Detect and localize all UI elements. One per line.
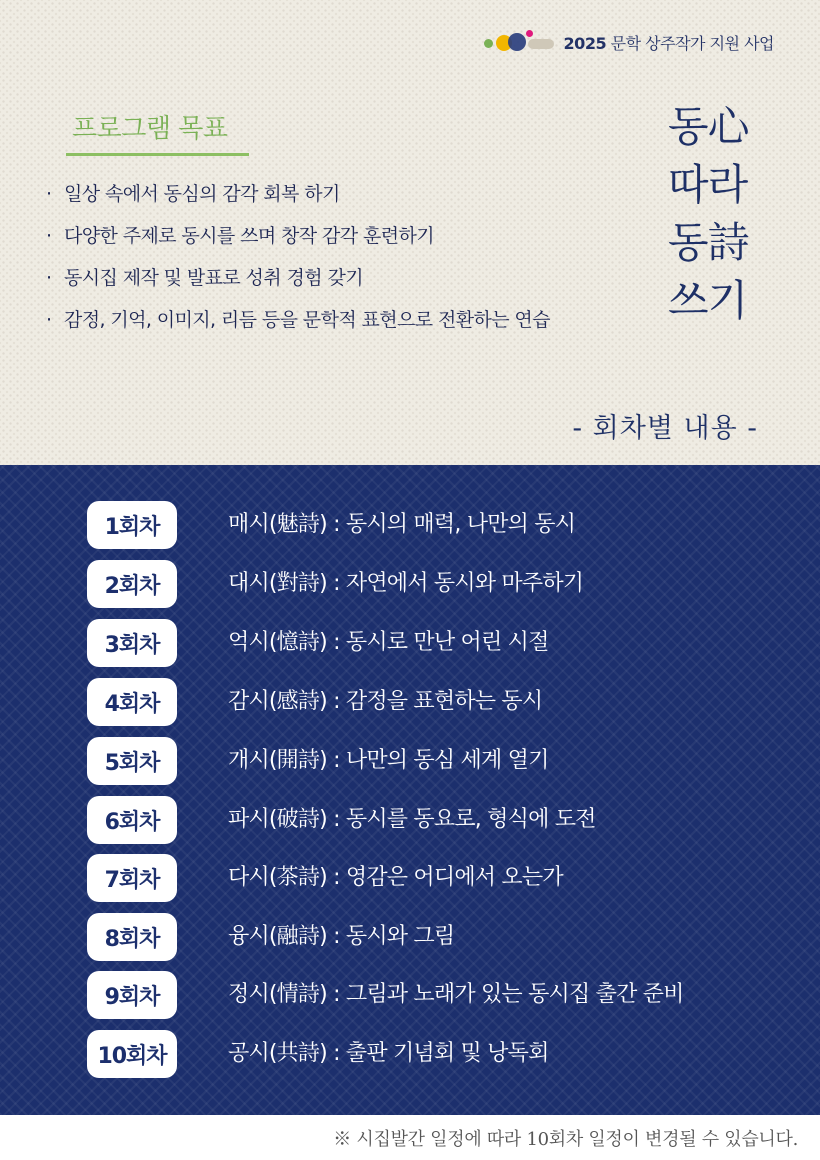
session-title: 융시(融詩) : 동시와 그림 bbox=[228, 924, 455, 949]
session-badge: 5회차 bbox=[87, 737, 177, 785]
footer-note: ※ 시집발간 일정에 따라 10회차 일정이 변경될 수 있습니다. bbox=[333, 1129, 798, 1150]
session-row bbox=[0, 737, 820, 785]
goal-item: · 일상 속에서 동심의 감각 회복 하기 bbox=[46, 183, 340, 205]
session-row bbox=[0, 796, 820, 844]
session-row bbox=[0, 854, 820, 902]
session-title: 감시(感詩) : 감정을 표현하는 동시 bbox=[228, 689, 543, 714]
header-section bbox=[0, 0, 820, 465]
brand-program: 문학 상주작가 지원 사업 bbox=[610, 33, 774, 53]
session-row bbox=[0, 619, 820, 667]
session-badge: 3회차 bbox=[87, 619, 177, 667]
sessions-heading: - 회차별 내용 - bbox=[572, 413, 758, 444]
session-title: 대시(對詩) : 자연에서 동시와 마주하기 bbox=[228, 571, 584, 596]
session-title: 정시(情詩) : 그림과 노래가 있는 동시집 출간 준비 bbox=[228, 982, 684, 1007]
goal-item: · 감정, 기억, 이미지, 리듬 등을 문학적 표현으로 전환하는 연습 bbox=[46, 309, 550, 331]
main-title-line: 쓰기 bbox=[668, 276, 748, 325]
goal-item: · 동시집 제작 및 발표로 성취 경험 갖기 bbox=[46, 267, 363, 289]
session-title: 공시(共詩) : 출판 기념회 및 낭독회 bbox=[228, 1041, 549, 1066]
sessions-section bbox=[0, 465, 820, 1115]
session-badge: 4회차 bbox=[87, 678, 177, 726]
session-row bbox=[0, 1030, 820, 1078]
session-badge: 6회차 bbox=[87, 796, 177, 844]
brand-header bbox=[484, 30, 774, 54]
session-row bbox=[0, 501, 820, 549]
session-badge: 2회차 bbox=[87, 560, 177, 608]
goals-title: 프로그램 목표 bbox=[66, 108, 249, 156]
session-title: 파시(破詩) : 동시를 동요로, 형식에 도전 bbox=[228, 807, 596, 832]
brand-text bbox=[564, 31, 774, 54]
session-badge: 7회차 bbox=[87, 854, 177, 902]
session-badge: 8회차 bbox=[87, 913, 177, 961]
session-row bbox=[0, 678, 820, 726]
main-title-line: 따라 bbox=[668, 160, 748, 209]
session-row bbox=[0, 560, 820, 608]
brand-year: 2025 bbox=[563, 33, 607, 53]
session-row bbox=[0, 971, 820, 1019]
session-title: 개시(開詩) : 나만의 동심 세계 열기 bbox=[228, 748, 549, 773]
goals-list bbox=[46, 180, 550, 348]
session-title: 매시(魅詩) : 동시의 매력, 나만의 동시 bbox=[228, 512, 576, 537]
main-title-line: 동詩 bbox=[668, 218, 749, 267]
session-badge: 10회차 bbox=[87, 1030, 177, 1078]
session-title: 억시(憶詩) : 동시로 만난 어린 시절 bbox=[228, 630, 549, 655]
session-badge: 1회차 bbox=[87, 501, 177, 549]
brand-logo-icon bbox=[484, 30, 556, 54]
footer bbox=[0, 1115, 820, 1160]
session-row bbox=[0, 913, 820, 961]
main-title bbox=[668, 98, 788, 330]
main-title-line: 동心 bbox=[668, 102, 749, 151]
goal-item: · 다양한 주제로 동시를 쓰며 창작 감각 훈련하기 bbox=[46, 225, 434, 247]
session-title: 다시(茶詩) : 영감은 어디에서 오는가 bbox=[228, 865, 563, 890]
session-badge: 9회차 bbox=[87, 971, 177, 1019]
